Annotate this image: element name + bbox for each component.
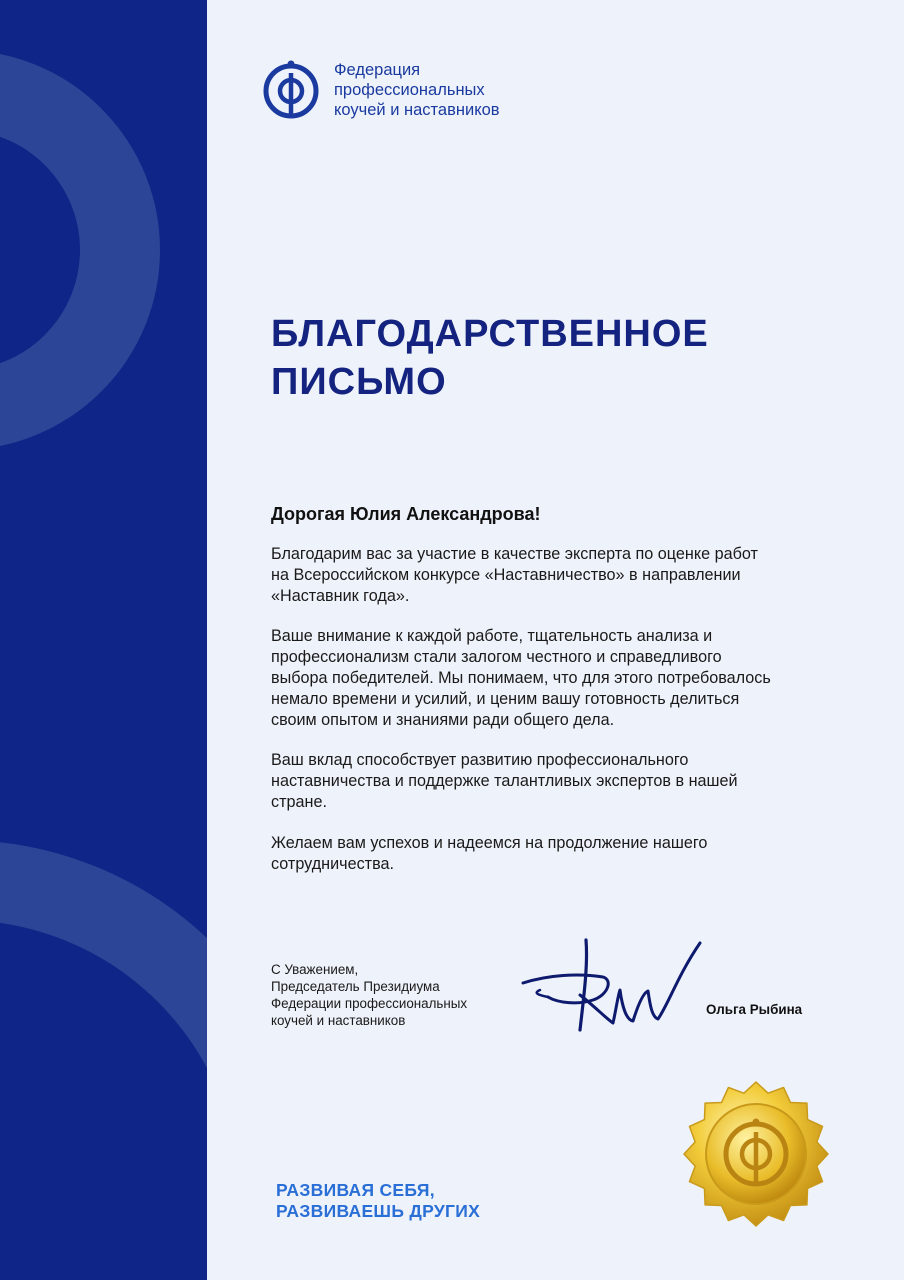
- text-line: выбора победителей. Мы понимаем, что для этого потребовалось: [271, 668, 771, 687]
- slogan-line: РАЗВИВАЯ СЕБЯ,: [276, 1180, 435, 1200]
- decorative-sidebar: [0, 0, 207, 1280]
- text-line: Ваш вклад способствует развитию профессионального: [271, 751, 689, 770]
- text-line: сотрудничества.: [271, 854, 395, 873]
- sidebar-arcs-decoration: [0, 0, 207, 1280]
- greeting: Дорогая Юлия Александрова!: [271, 504, 541, 524]
- closing-line: Федерации профессиональных: [271, 996, 468, 1011]
- text-line: Ваше внимание к каждой работе, тщательность анализа и: [271, 627, 713, 646]
- title-line: БЛАГОДАРСТВЕННОЕ: [271, 313, 709, 355]
- letter-text: [271, 544, 856, 894]
- closing-line: коучей и наставников: [271, 1013, 406, 1028]
- text-line: Благодарим вас за участие в качестве эксперта по оценке работ: [271, 545, 758, 563]
- paragraph: [271, 626, 856, 730]
- closing-line: С Уважением,: [271, 962, 359, 977]
- text-line: немало времени и усилий, и ценим вашу готовность делиться: [271, 689, 740, 708]
- paragraph: [271, 544, 856, 606]
- slogan: [276, 1180, 576, 1222]
- letter-title: [271, 310, 871, 406]
- text-line: своим опытом и знаниями ради общего дела.: [271, 710, 615, 729]
- title-line: ПИСЬМО: [271, 361, 447, 403]
- signer-name: Ольга Рыбина: [706, 1002, 803, 1017]
- organization-name: [334, 60, 594, 120]
- fedcoach-logo-icon: [262, 60, 320, 120]
- org-name-line: Федерация: [334, 61, 421, 79]
- text-line: на Всероссийском конкурсе «Наставничество» в направлении: [271, 565, 741, 584]
- text-line: «Наставник года».: [271, 586, 410, 605]
- text-line: стране.: [271, 792, 327, 811]
- text-line: Желаем вам успехов и надеемся на продолжение нашего: [271, 833, 708, 852]
- org-name-line: коучей и наставников: [334, 101, 500, 119]
- paragraph: [271, 833, 856, 875]
- gold-seal-icon: [682, 1080, 830, 1228]
- closing-line: Председатель Президиума: [271, 979, 440, 994]
- paragraph: [271, 750, 856, 812]
- closing-block: [271, 961, 531, 1029]
- text-line: профессионализм стали залогом честного и справедливого: [271, 648, 722, 667]
- org-name-line: профессиональных: [334, 81, 485, 99]
- text-line: наставничества и поддержке талантливых экспертов в нашей: [271, 772, 738, 791]
- handwritten-signature: [518, 935, 708, 1035]
- slogan-line: РАЗВИВАЕШЬ ДРУГИХ: [276, 1201, 481, 1221]
